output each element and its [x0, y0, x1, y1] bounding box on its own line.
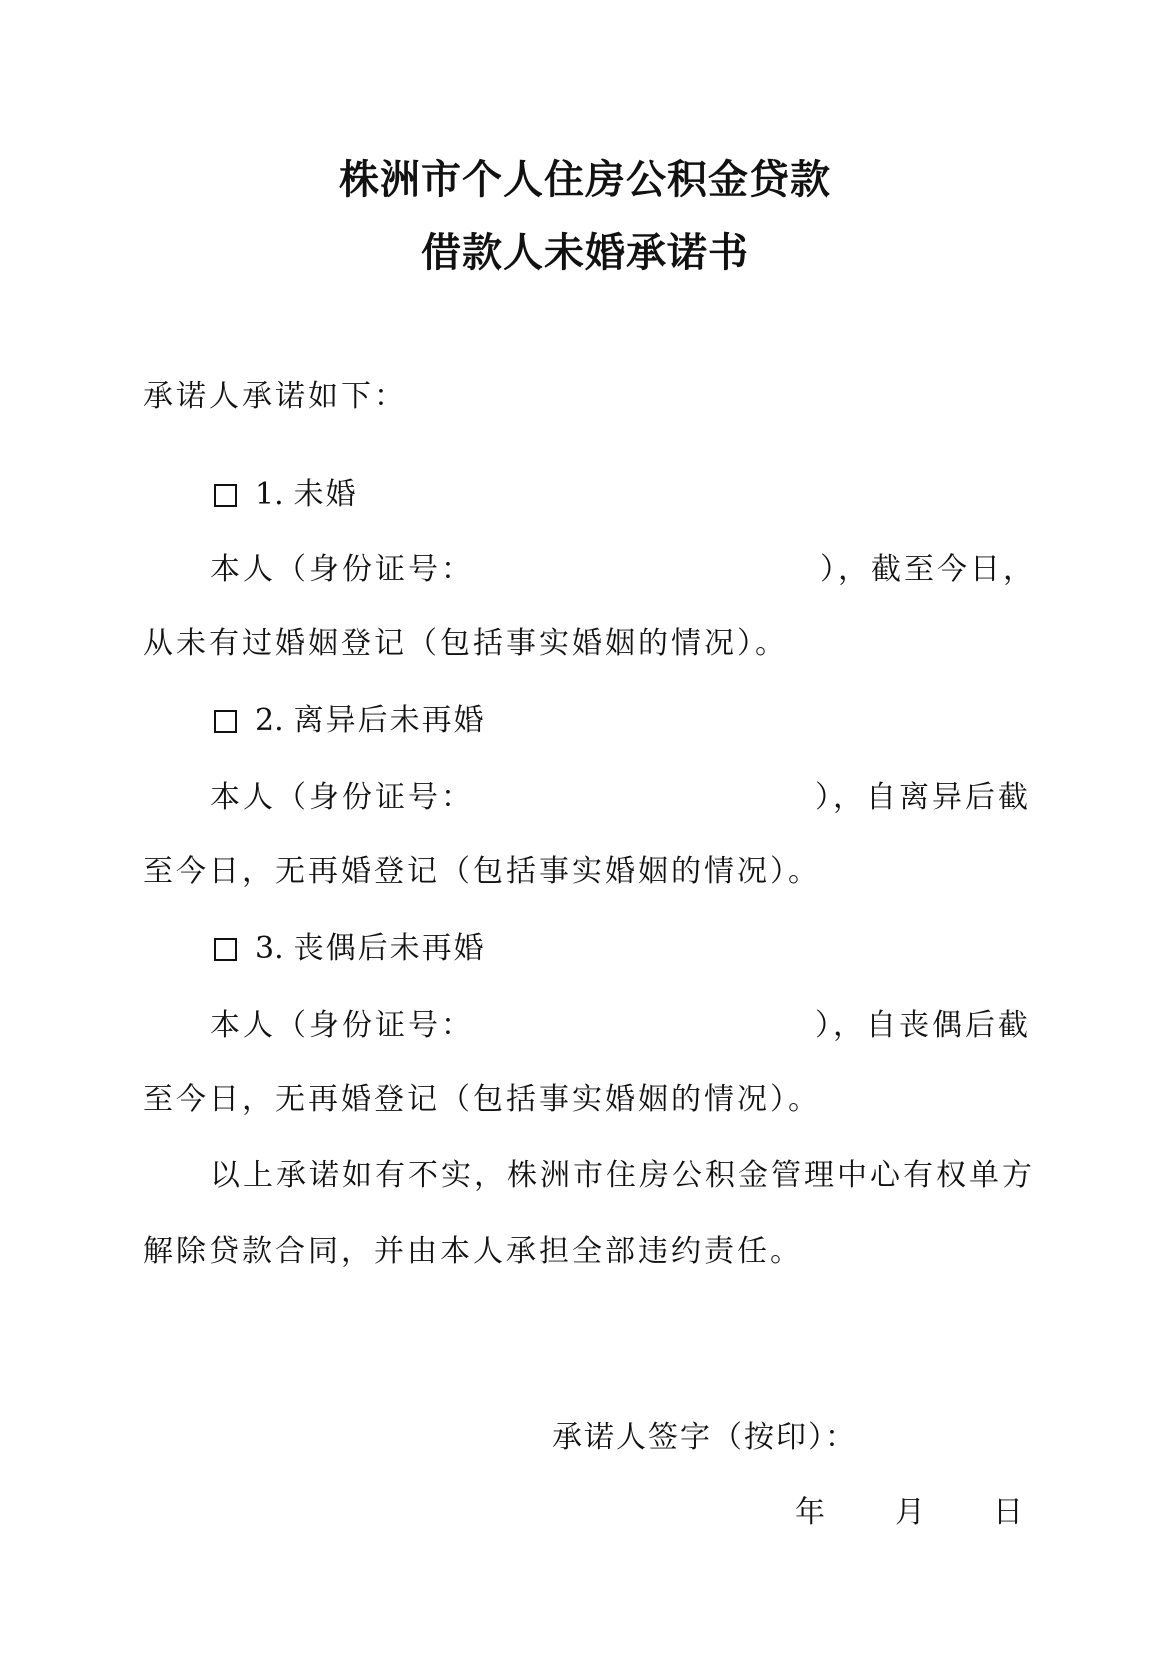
document-title-line1: 株洲市个人住房公积金贷款: [339, 156, 831, 203]
date-month-label: 月: [895, 1495, 928, 1530]
option-3-label: 丧偶后未再婚: [293, 931, 486, 966]
option-2-continuation: 至今日，无再婚登记（包括事实婚姻的情况）。: [143, 854, 821, 889]
closing-line-2: 解除贷款合同，并由本人承担全部违约责任。: [143, 1234, 803, 1269]
option-2-label: 离异后未再婚: [293, 703, 486, 738]
option-3-id-suffix: ），自丧偶后截: [815, 1008, 1031, 1043]
signature-label: 承诺人签字（按印）：: [552, 1420, 857, 1455]
option-3-number: 3.: [255, 931, 284, 966]
option-2-number: 2.: [255, 703, 284, 738]
option-1[interactable]: [214, 475, 358, 515]
option-2-id-prefix: 本人（身份证号：: [210, 780, 474, 815]
intro-text: 承诺人承诺如下：: [143, 379, 407, 414]
option-3-continuation: 至今日，无再婚登记（包括事实婚姻的情况）。: [143, 1082, 821, 1117]
date-day-label: 日: [993, 1495, 1026, 1530]
option-1-label: 未婚: [293, 477, 358, 512]
option-3[interactable]: [214, 929, 486, 969]
option-1-continuation: 从未有过婚姻登记（包括事实婚姻的情况）。: [143, 626, 788, 661]
document-title-line2: 借款人未婚承诺书: [421, 229, 749, 276]
option-1-id-prefix: 本人（身份证号：: [210, 552, 474, 587]
date-year-label: 年: [795, 1495, 828, 1530]
option-3-checkbox[interactable]: [214, 938, 237, 961]
option-1-number: 1.: [255, 477, 284, 512]
closing-line-1: 以上承诺如有不实，株洲市住房公积金管理中心有权单方: [210, 1158, 1035, 1193]
option-2-id-suffix: ），自离异后截: [815, 780, 1031, 815]
option-1-checkbox[interactable]: [214, 484, 237, 507]
option-1-id-suffix: ），截至今日，: [820, 552, 1036, 587]
option-2-checkbox[interactable]: [214, 710, 237, 733]
option-2[interactable]: [214, 701, 486, 741]
option-3-id-prefix: 本人（身份证号：: [210, 1008, 474, 1043]
